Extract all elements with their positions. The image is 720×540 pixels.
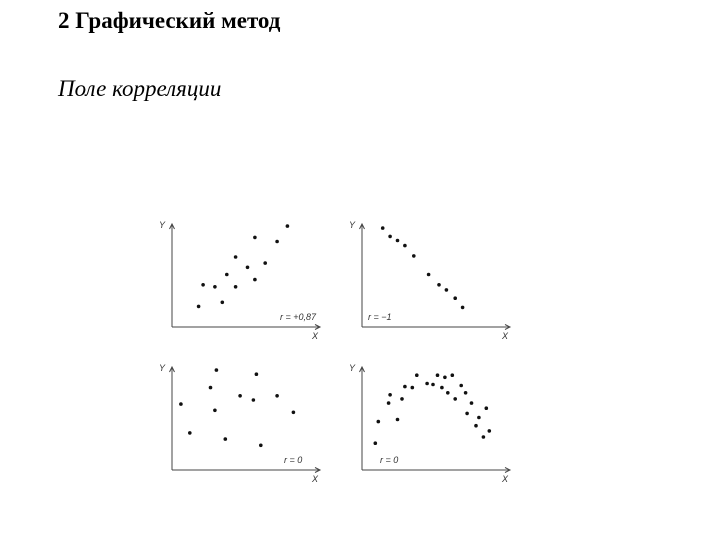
data-point (263, 261, 267, 265)
correlation-label: r = 0 (380, 455, 399, 465)
data-point (387, 401, 391, 405)
data-point (381, 226, 385, 230)
data-point (396, 239, 400, 243)
x-axis-label: X (502, 474, 509, 484)
data-point (403, 244, 407, 248)
data-point (201, 283, 205, 287)
x-axis-label: X (312, 474, 319, 484)
data-point (451, 373, 455, 377)
correlation-label: r = +0,87 (279, 312, 316, 322)
data-point (252, 398, 256, 402)
data-point (461, 306, 465, 310)
scatter-panel-negative (349, 220, 510, 341)
data-point (292, 411, 296, 415)
data-point (275, 240, 279, 244)
data-point (179, 402, 183, 406)
data-point (253, 236, 257, 240)
data-point (465, 412, 469, 416)
data-point (253, 278, 257, 282)
data-point (412, 254, 416, 258)
data-point (453, 296, 457, 300)
data-point (377, 420, 381, 424)
page-title: 2 Графический метод (58, 8, 281, 33)
y-axis-label: Y (349, 220, 356, 230)
data-point (388, 235, 392, 239)
scatter-panel-positive (159, 220, 320, 341)
data-point (224, 437, 228, 441)
data-point (470, 401, 474, 405)
data-point (215, 368, 219, 372)
data-point (431, 383, 435, 387)
correlation-label: r = 0 (284, 455, 303, 465)
data-point (209, 386, 213, 390)
data-point (437, 283, 441, 287)
data-point (400, 397, 404, 401)
correlation-label: r = −1 (368, 312, 392, 322)
data-point (443, 376, 447, 380)
y-axis-label: Y (159, 220, 166, 230)
data-point (427, 273, 431, 277)
data-point (388, 393, 392, 397)
data-point (221, 301, 225, 305)
data-point (259, 444, 263, 448)
data-point (213, 409, 217, 413)
x-axis-label: X (502, 331, 509, 341)
data-point (255, 372, 259, 376)
data-point (459, 384, 463, 388)
data-point (188, 431, 192, 435)
y-axis-label: Y (349, 363, 356, 373)
data-point (225, 273, 229, 277)
data-point (488, 429, 492, 433)
data-point (197, 305, 201, 309)
data-point (213, 285, 217, 289)
data-point (415, 373, 419, 377)
scatter-panel-zero-random (159, 363, 320, 484)
data-point (425, 382, 429, 386)
data-point (374, 441, 378, 445)
data-point (474, 424, 478, 428)
y-axis-label: Y (159, 363, 166, 373)
data-point (275, 394, 279, 398)
scatter-panel-zero-curved (349, 363, 510, 484)
data-point (477, 416, 481, 420)
x-axis-label: X (312, 331, 319, 341)
data-point (464, 391, 468, 395)
data-point (436, 373, 440, 377)
data-point (234, 285, 238, 289)
data-point (446, 391, 450, 395)
data-point (453, 397, 457, 401)
data-point (411, 386, 415, 390)
data-point (403, 385, 407, 389)
data-point (485, 406, 489, 410)
data-point (396, 418, 400, 422)
data-point (482, 435, 486, 439)
data-point (440, 386, 444, 390)
section-subtitle: Поле корреляции (58, 76, 222, 101)
data-point (246, 266, 250, 270)
data-point (445, 288, 449, 292)
data-point (234, 255, 238, 259)
data-point (286, 224, 290, 228)
data-point (238, 394, 242, 398)
